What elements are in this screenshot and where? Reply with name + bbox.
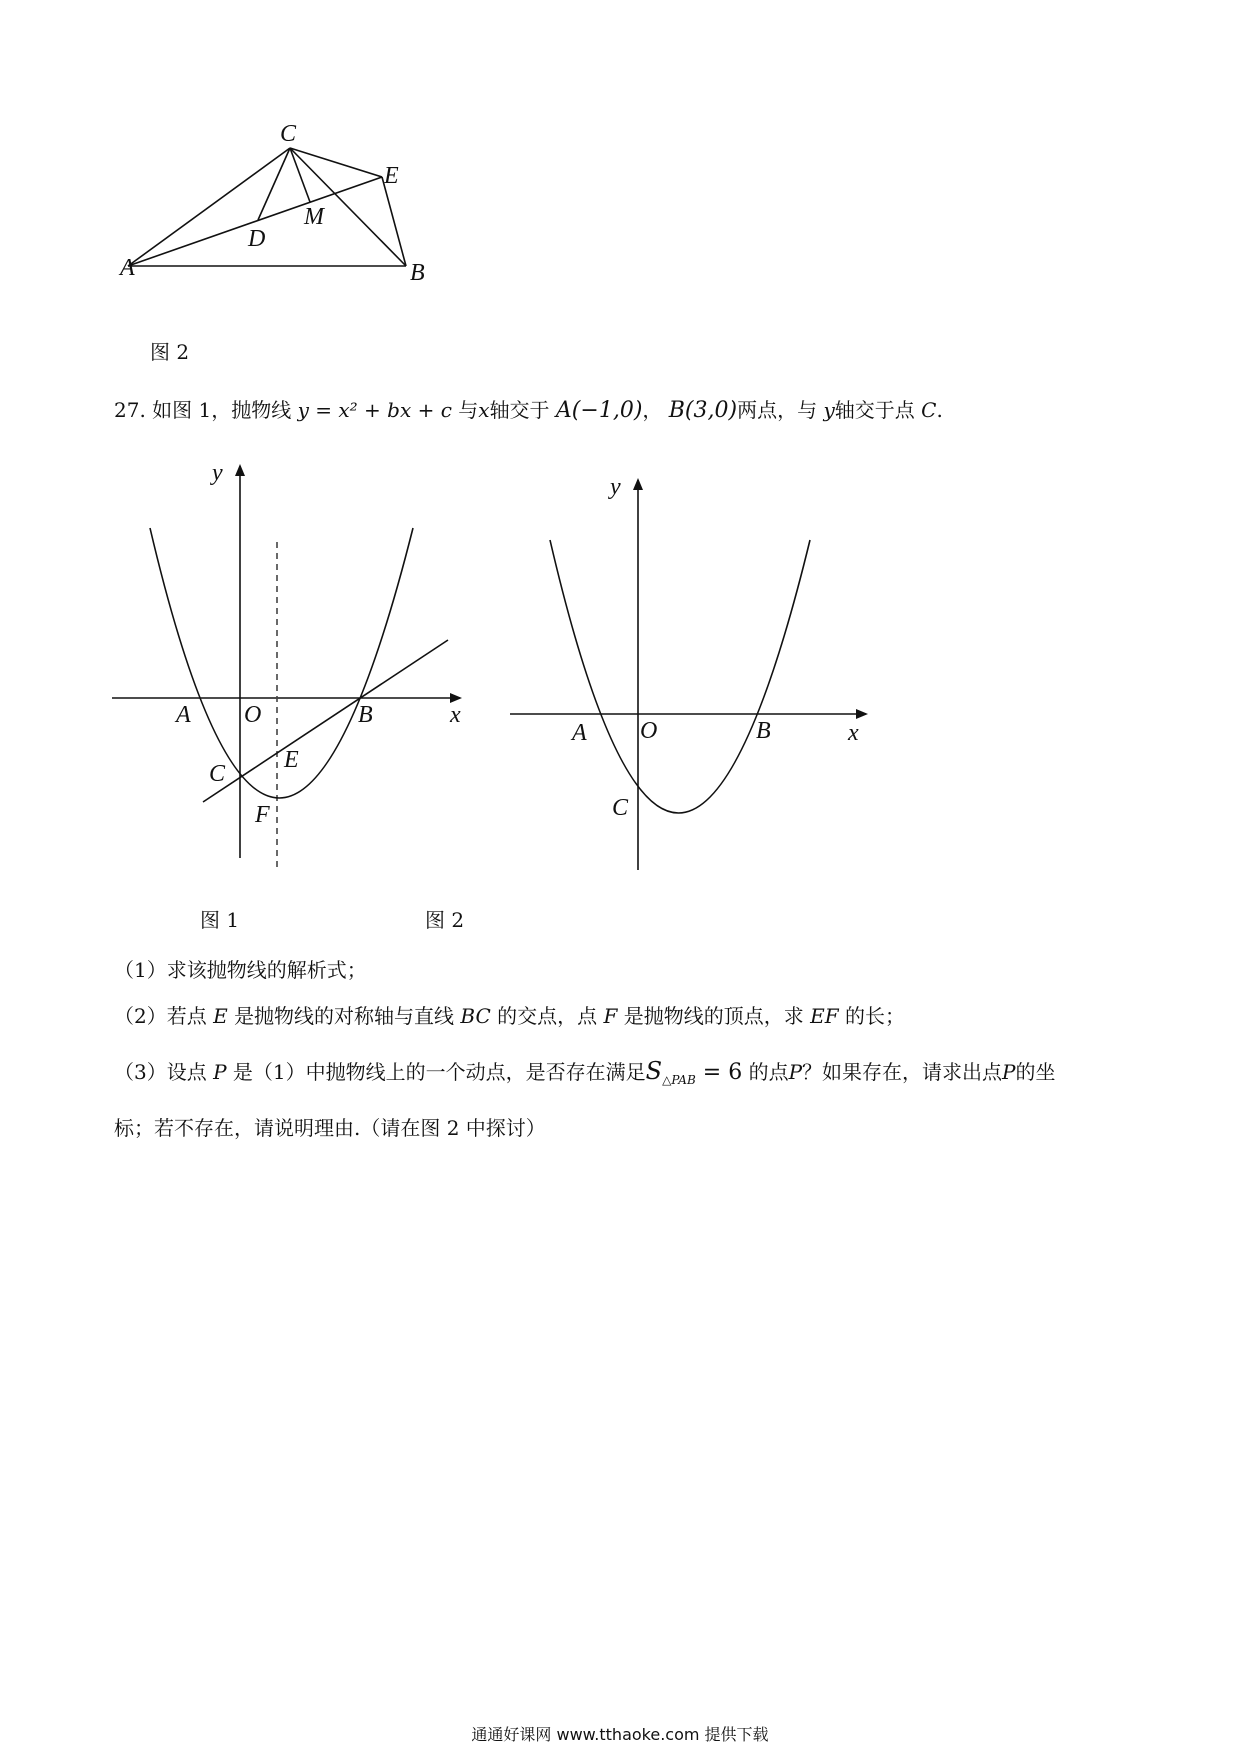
fig2-label-x: x [848,720,859,746]
label-m: M [304,204,324,230]
figure-2-caption: 图 2 [425,908,465,932]
figure-1-caption: 图 1 [200,908,240,932]
intro-text-1: 如图 1，抛物线 [152,398,292,422]
point-c: C [921,398,937,422]
part-2-text-1: （2）若点 [114,1004,207,1028]
part-3-point-p: P [213,1060,227,1084]
fig1-label-o: O [244,702,262,728]
equation: y = x² + bx + c [297,398,452,422]
period: . [936,398,943,422]
part-2-text-2: 是抛物线的对称轴与直线 [234,1004,455,1028]
part-2-line-bc: BC [460,1004,491,1028]
part-3 [114,1056,1056,1087]
fig2-label-y: y [610,474,621,500]
area-symbol: S [645,1057,663,1085]
intro-text-5: 轴交于点 [834,398,915,422]
label-d: D [248,226,266,252]
fig1-label-b: B [358,702,373,728]
part-2-text-4: 是抛物线的顶点，求 [623,1004,804,1028]
fig1-label-x: x [450,702,461,728]
fig2-label-c: C [612,795,629,821]
part-1: （1）求该抛物线的解析式； [114,958,367,982]
part-2-point-f: F [603,1004,618,1028]
fig1-label-c: C [209,761,226,787]
part-3-text-3: 的点 [748,1060,789,1084]
y-variable: y [823,398,835,422]
part-2 [114,1000,905,1029]
fig2-label-a: A [572,720,587,746]
fig2-label-b: B [756,718,771,744]
part-3-point-p3: P [1002,1060,1016,1084]
separator: ， [642,398,663,422]
part-2-point-e: E [213,1004,228,1028]
point-b-coord: B(3,0) [668,398,738,423]
fig1-label-e: E [284,747,299,773]
intro-text-3: 轴交于 [489,398,550,422]
area-subscript: △PAB [662,1073,696,1087]
figure-top-caption: 图 2 [150,340,190,364]
intro-text-2: 与 [458,398,479,422]
part-3-line-2: 标；若不存在，请说明理由.（请在图 2 中探讨） [114,1116,546,1140]
point-a-coord: A(−1,0) [555,398,643,423]
part-2-text-5: 的长； [844,1004,905,1028]
part-2-text-3: 的交点，点 [497,1004,598,1028]
label-c: C [280,121,297,147]
fig1-label-y: y [212,460,223,486]
label-b: B [410,260,425,286]
part-3-text-4: ？如果存在，请求出点 [802,1060,1003,1084]
label-a: A [120,255,135,281]
page-footer: 通通好课网 www.tthaoke.com 提供下载 [471,1725,769,1744]
intro-text-4: 两点，与 [737,398,818,422]
fig2-parabola [550,540,810,813]
part-3-text-1: （3）设点 [114,1060,207,1084]
x-variable: x [478,398,490,422]
fig1-label-f: F [255,802,270,828]
area-value: = 6 [695,1060,743,1085]
fig2-label-o: O [640,718,658,744]
part-3-point-p2: P [788,1060,803,1084]
question-number: 27. [114,398,146,422]
part-2-segment-ef: EF [810,1004,839,1028]
part-3-text-2: 是（1）中抛物线上的一个动点，是否存在满足 [232,1060,646,1084]
part-3-text-5: 的坐 [1015,1060,1056,1084]
fig1-label-a: A [176,702,191,728]
label-e: E [384,163,399,189]
